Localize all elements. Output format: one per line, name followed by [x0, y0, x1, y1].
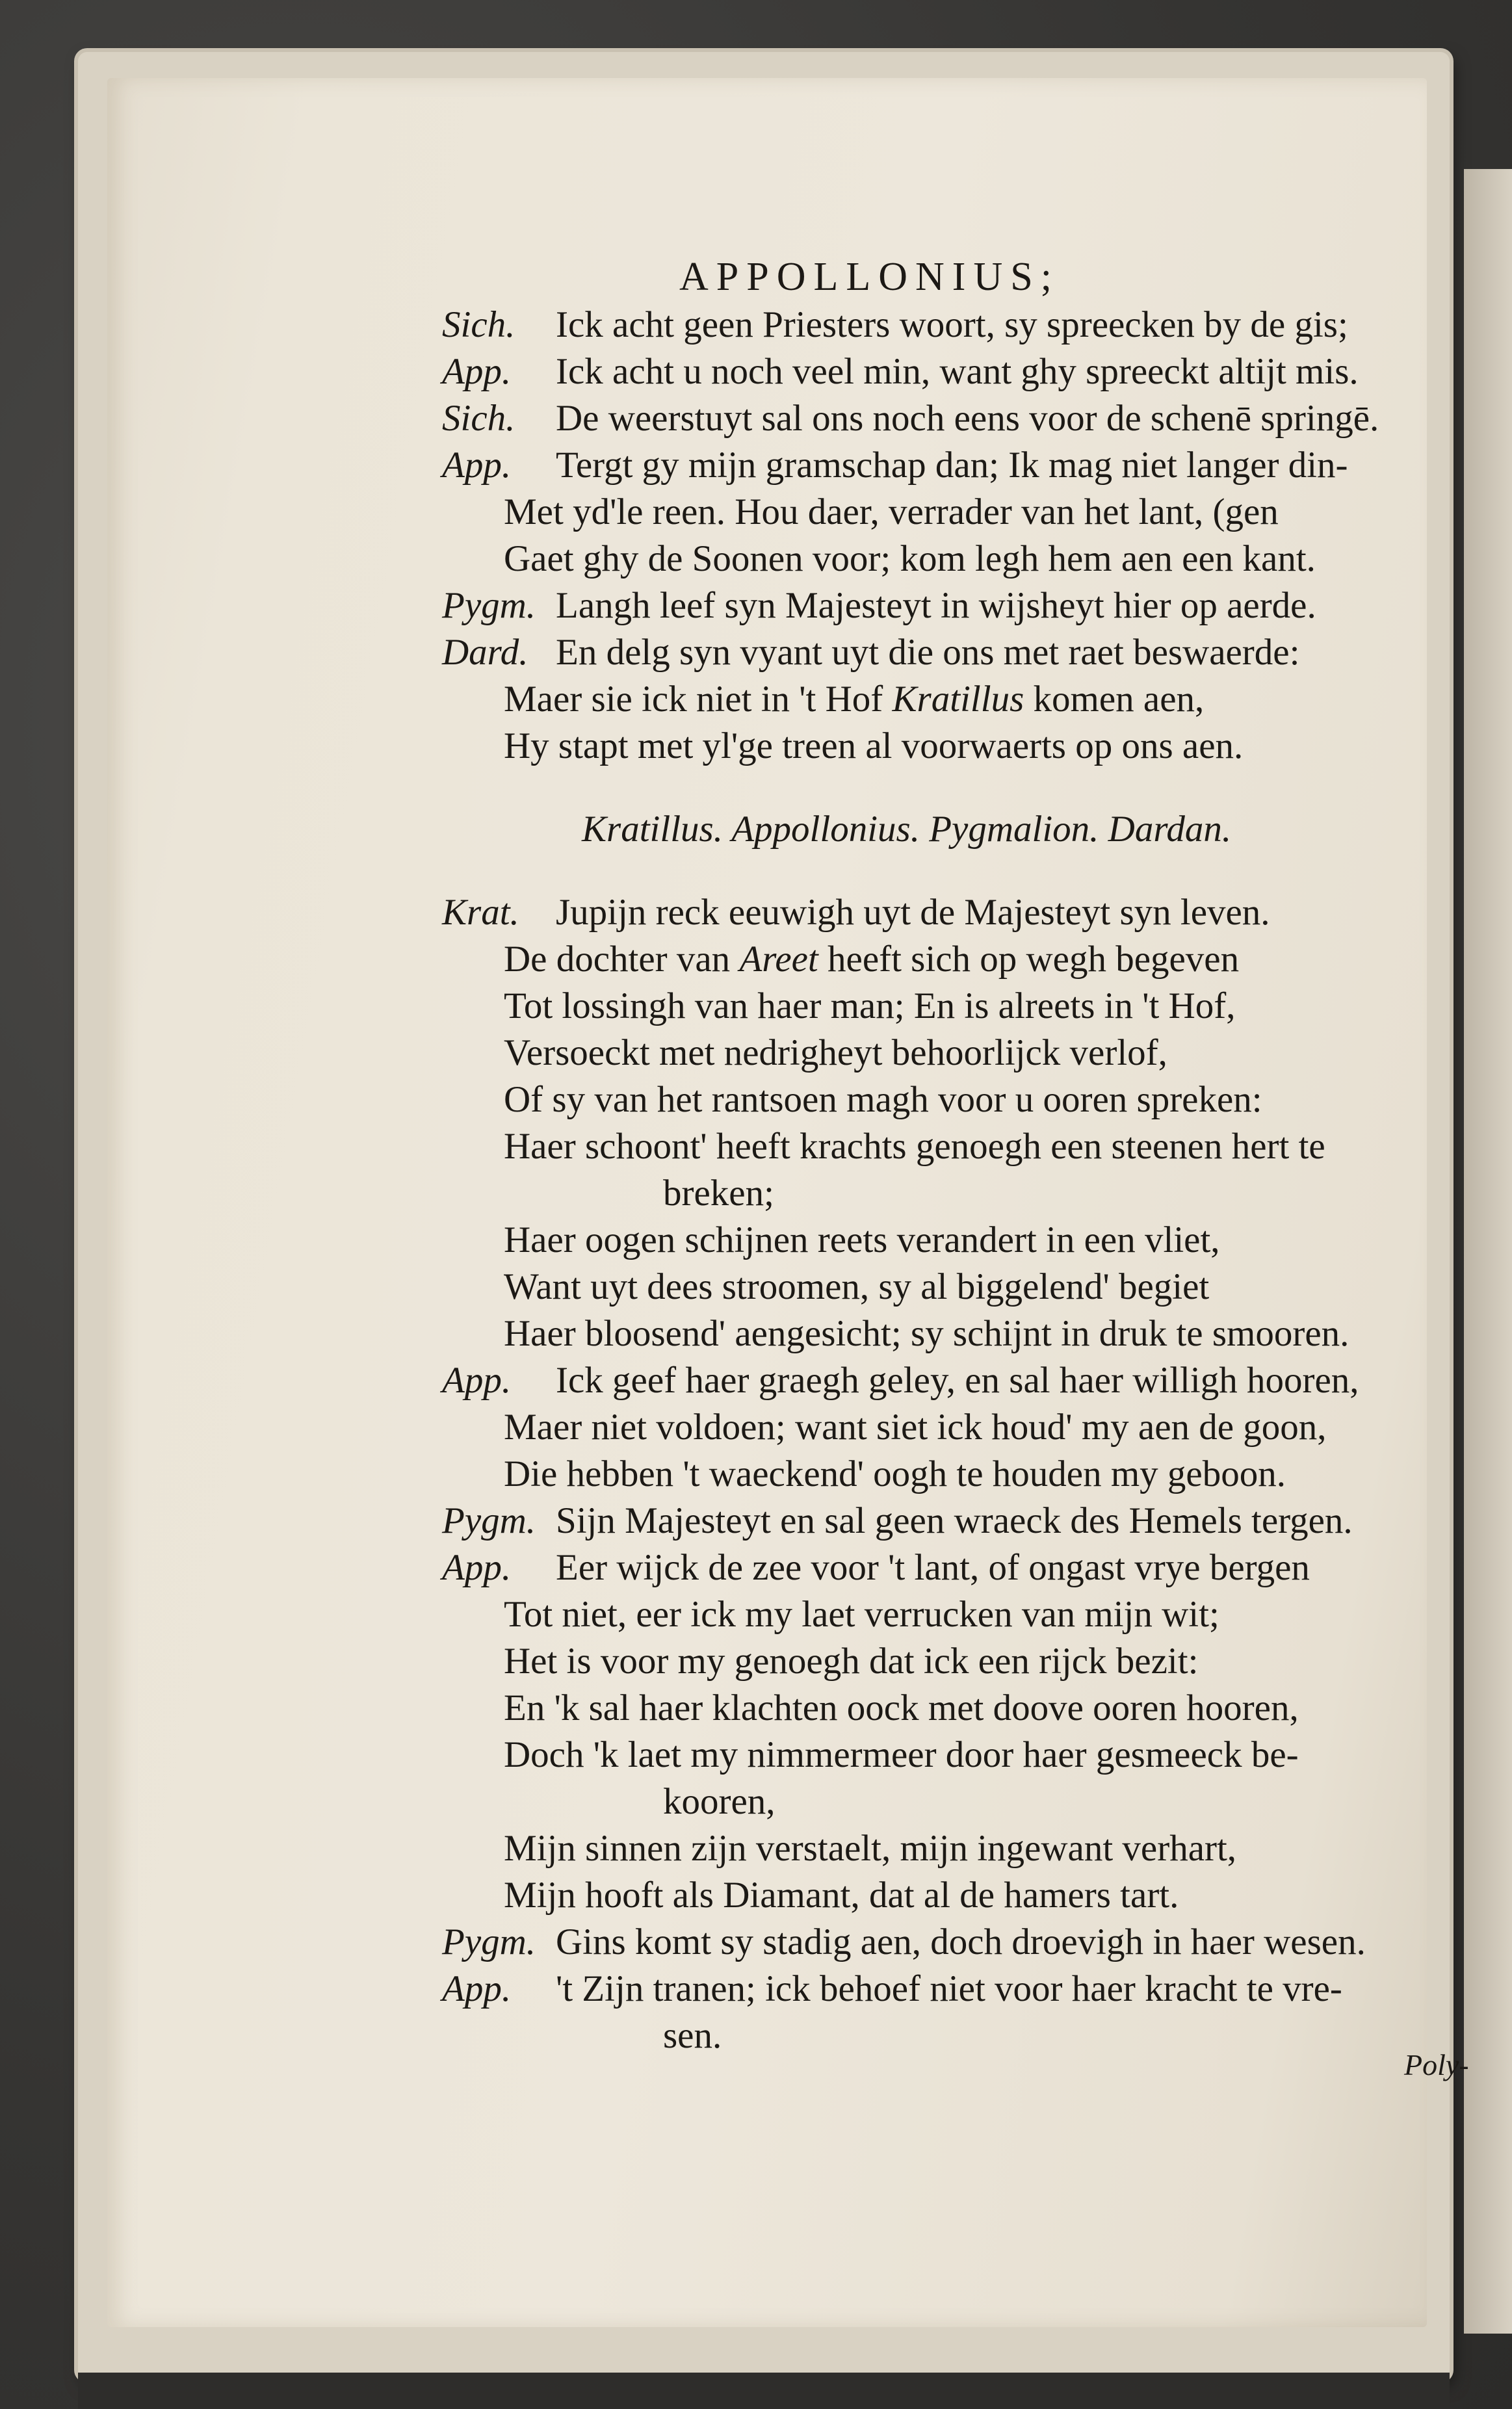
- verse-line: [442, 1825, 1482, 1872]
- verse-line: [442, 1544, 1482, 1591]
- verse-line: [442, 1498, 1482, 1544]
- speaker-label: App.: [442, 351, 512, 392]
- verse-text-part: komen aen,: [1024, 679, 1205, 720]
- verse-line: [442, 1638, 1482, 1685]
- verse-text: kooren,: [663, 1781, 776, 1822]
- verse-line: [442, 629, 1482, 676]
- verse-line: [442, 348, 1482, 395]
- verse-line: [442, 1076, 1482, 1123]
- verse-line: [442, 489, 1482, 536]
- verse-text: [504, 676, 1204, 723]
- verse-text: Hy stapt met yl'ge treen al voorwaerts op ons aen.: [504, 725, 1244, 766]
- verse-text: Versoeckt met nedrigheyt behoorlijck verlof,: [504, 1032, 1167, 1073]
- verse-text: Gaet ghy de Soonen voor; kom legh hem aen een kant.: [504, 538, 1316, 579]
- verse-line: [442, 536, 1482, 582]
- verse-text: Tot niet, eer ick my laet verrucken van mijn wit;: [504, 1594, 1219, 1635]
- verse-line: [442, 1264, 1482, 1310]
- verse-text: Haer schoont' heeft krachts genoegh een steenen hert te: [504, 1126, 1325, 1167]
- verse-text-part: De dochter van: [504, 939, 740, 980]
- speaker-label: App.: [442, 1968, 512, 2009]
- verse-line: [442, 1310, 1482, 1357]
- character-name: Kratillus: [892, 679, 1024, 720]
- verse-text: Haer bloosend' aengesicht; sy schijnt in druk te smooren.: [504, 1313, 1349, 1354]
- verse-text: Ick acht u noch veel min, want ghy spreeckt altijt mis.: [556, 351, 1359, 392]
- speaker-label: Sich.: [442, 304, 515, 345]
- speaker-label: Sich.: [442, 398, 515, 439]
- verse-line: [442, 1872, 1482, 1919]
- speaker-label: Pygm.: [442, 585, 536, 626]
- verse-text: Eer wijck de zee voor 't lant, of ongast vrye bergen: [556, 1547, 1310, 1588]
- verse-line: [442, 2012, 1482, 2059]
- verse-line: [442, 1217, 1482, 1264]
- verse-line: [442, 395, 1482, 442]
- verse-text: Sijn Majesteyt en sal geen wraeck des Hemels tergen.: [556, 1500, 1353, 1541]
- page-text: [442, 252, 1482, 2059]
- bottom-shadow: [78, 2373, 1450, 2409]
- verse-line: [442, 1451, 1482, 1498]
- verse-text: De weerstuyt sal ons noch eens voor de schenē springē.: [556, 398, 1379, 439]
- verse-line: [442, 676, 1482, 723]
- verse-text: Langh leef syn Majesteyt in wijsheyt hier op aerde.: [556, 585, 1316, 626]
- verse-text: Ick acht geen Priesters woort, sy spreecken by de gis;: [556, 304, 1348, 345]
- speaker-label: Pygm.: [442, 1500, 536, 1541]
- verse-text: Tot lossingh van haer man; En is alreets in 't Hof,: [504, 985, 1236, 1026]
- verse-line: [442, 936, 1482, 983]
- spacer: [442, 770, 1482, 806]
- verse-text: Of sy van het rantsoen magh voor u ooren spreken:: [504, 1079, 1262, 1120]
- speaker-label: Pygm.: [442, 1921, 536, 1962]
- verse-text: Want uyt dees stroomen, sy al biggelend' begiet: [504, 1266, 1210, 1307]
- speaker-label: App.: [442, 1547, 512, 1588]
- verse-text: Mijn hooft als Diamant, dat al de hamers tart.: [504, 1875, 1179, 1916]
- verse-line: [442, 1966, 1482, 2012]
- verse-text: [504, 936, 1239, 983]
- verse-line: [442, 1357, 1482, 1404]
- verse-text: Doch 'k laet my nimmermeer door haer gesmeeck be-: [504, 1734, 1299, 1775]
- verse-text-part: heeft sich op wegh begeven: [818, 939, 1240, 980]
- verse-line: [442, 1685, 1482, 1732]
- verse-text: Jupijn reck eeuwigh uyt de Majesteyt syn leven.: [556, 892, 1270, 933]
- verse-text: Ick geef haer graegh geley, en sal haer willigh hooren,: [556, 1360, 1359, 1401]
- verse-text: Tergt gy mijn gramschap dan; Ik mag niet langer din-: [556, 445, 1348, 486]
- verse-line: [442, 1591, 1482, 1638]
- verse-line: [442, 1404, 1482, 1451]
- speaker-label: App.: [442, 1360, 512, 1401]
- verse-text-part: Maer sie ick niet in 't Hof: [504, 679, 893, 720]
- speaker-label: Dard.: [442, 632, 528, 673]
- verse-text: sen.: [663, 2015, 722, 2056]
- dialogue-block-2: [442, 889, 1482, 2059]
- verse-line: [442, 1030, 1482, 1076]
- dialogue-block-1: [442, 302, 1482, 770]
- verse-line: [442, 582, 1482, 629]
- verse-text: Het is voor my genoegh dat ick een rijck bezit:: [504, 1641, 1199, 1682]
- verse-line: [442, 1170, 1482, 1217]
- verse-line: [442, 1123, 1482, 1170]
- character-name: Areet: [739, 939, 818, 980]
- verse-line: [442, 1919, 1482, 1966]
- verse-line: [442, 442, 1482, 489]
- verse-line: [442, 1732, 1482, 1778]
- scene-heading: Kratillus. Appollonius. Pygmalion. Dardan.: [582, 809, 1232, 850]
- verse-text: Met yd'le reen. Hou daer, verrader van het lant, (gen: [504, 491, 1279, 532]
- verse-line: [442, 1778, 1482, 1825]
- speaker-label: App.: [442, 445, 512, 486]
- verse-text: Haer oogen schijnen reets verandert in een vliet,: [504, 1219, 1220, 1260]
- verse-text: En 'k sal haer klachten oock met doove ooren hooren,: [504, 1687, 1299, 1728]
- verse-text: 't Zijn tranen; ick behoef niet voor haer kracht te vre-: [556, 1968, 1342, 2009]
- speaker-label: Krat.: [442, 892, 519, 933]
- verse-line: [442, 983, 1482, 1030]
- verse-text: Maer niet voldoen; want siet ick houd' my aen de goon,: [504, 1407, 1327, 1448]
- spacer: [442, 853, 1482, 889]
- verse-line: [442, 302, 1482, 348]
- verse-text: Gins komt sy stadig aen, doch droevigh in haer wesen.: [556, 1921, 1366, 1962]
- running-head: APPOLLONIUS;: [679, 255, 1060, 299]
- verse-line: [442, 889, 1482, 936]
- verse-line: [442, 723, 1482, 770]
- verse-text: En delg syn vyant uyt die ons met raet beswaerde:: [556, 632, 1300, 673]
- verse-text: Mijn sinnen zijn verstaelt, mijn ingewant verhart,: [504, 1828, 1237, 1869]
- verse-text: Die hebben 't waeckend' oogh te houden my geboon.: [504, 1453, 1286, 1494]
- catchword: Poly-: [1404, 2048, 1469, 2081]
- verse-text: breken;: [663, 1173, 774, 1214]
